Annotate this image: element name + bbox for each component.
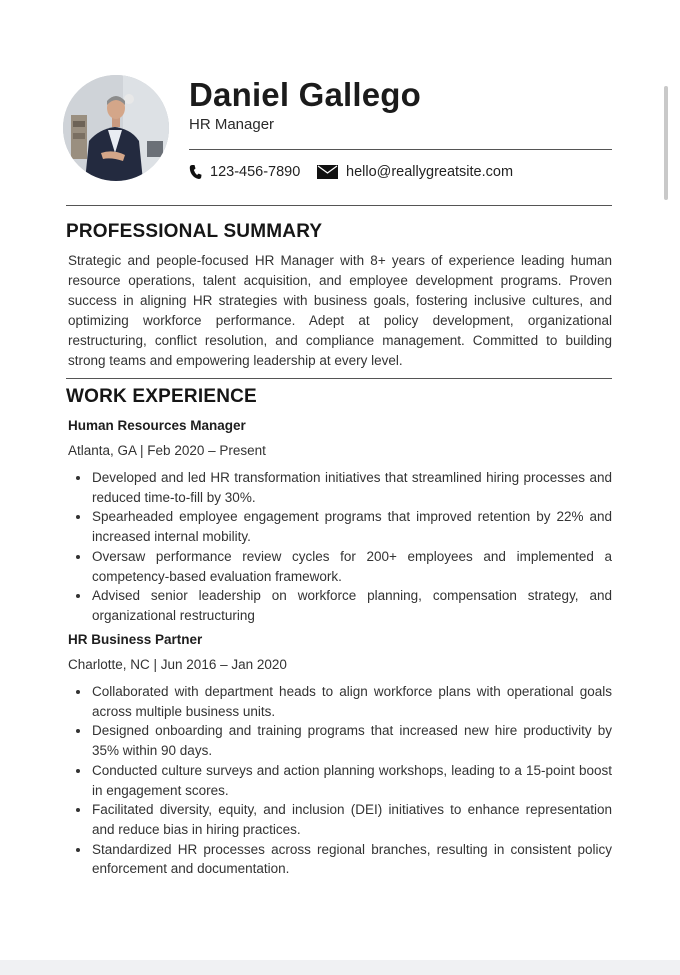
mail-icon (317, 165, 338, 179)
experience-heading: WORK EXPERIENCE (66, 386, 257, 407)
bullet-item: Spearheaded employee engagement programs that improved retention by 22% and increased internal mobility. (72, 507, 612, 546)
bullet-item: Facilitated diversity, equity, and inclusion (DEI) initiatives to enhance representation and reduce bias in hiring practices. (72, 800, 612, 839)
scrollbar-thumb[interactable] (664, 86, 668, 200)
summary-text: Strategic and people-focused HR Manager with 8+ years of experience leading human resource operations, talent acquisition, and employee development programs. Proven success in aligning HR strategies with business goals, fostering inclusive cultures, and optimizing workforce performance. Adept at policy development, organizational restructuring, conflict resolution, and compliance management. Committed to building strong teams and empowering leadership at every level. (68, 253, 612, 368)
bullet-item: Oversaw performance review cycles for 200+ employees and implemented a competency-based evaluation framework. (72, 547, 612, 586)
job-bullets (72, 682, 612, 879)
bullet-item: Advised senior leadership on workforce planning, compensation strategy, and organizational restructuring (72, 586, 612, 625)
viewer-footer (0, 960, 680, 975)
job-title: HR Business Partner (68, 632, 203, 647)
candidate-title: HR Manager (189, 116, 275, 133)
candidate-name: Daniel Gallego (189, 76, 422, 113)
phone-number: 123-456-7890 (210, 164, 301, 180)
header-divider (189, 149, 612, 150)
profile-photo (63, 75, 169, 181)
phone-icon (189, 164, 202, 180)
bullet-item: Designed onboarding and training programs that increased new hire productivity by 35% within 90 days. (72, 721, 612, 760)
email-address: hello@reallygreatsite.com (346, 164, 514, 180)
bullet-item: Conducted culture surveys and action planning workshops, leading to a 15-point boost in engagement scores. (72, 761, 612, 800)
job-title: Human Resources Manager (68, 418, 246, 433)
job-location-dates: Atlanta, GA | Feb 2020 – Present (68, 443, 266, 458)
job-location-dates: Charlotte, NC | Jun 2016 – Jan 2020 (68, 657, 287, 672)
summary-divider (66, 378, 612, 379)
summary-heading: PROFESSIONAL SUMMARY (66, 221, 323, 242)
header-bottom-divider (66, 205, 612, 206)
phone-contact (189, 164, 300, 180)
bullet-item: Developed and led HR transformation initiatives that streamlined hiring processes and reduced time-to-fill by 30%. (72, 468, 612, 507)
email-contact (317, 164, 513, 180)
bullet-item: Collaborated with department heads to align workforce plans with operational goals across multiple business units. (72, 682, 612, 721)
job-bullets (72, 468, 612, 626)
bullet-item: Standardized HR processes across regional branches, resulting in consistent policy enforcement and documentation. (72, 840, 612, 879)
